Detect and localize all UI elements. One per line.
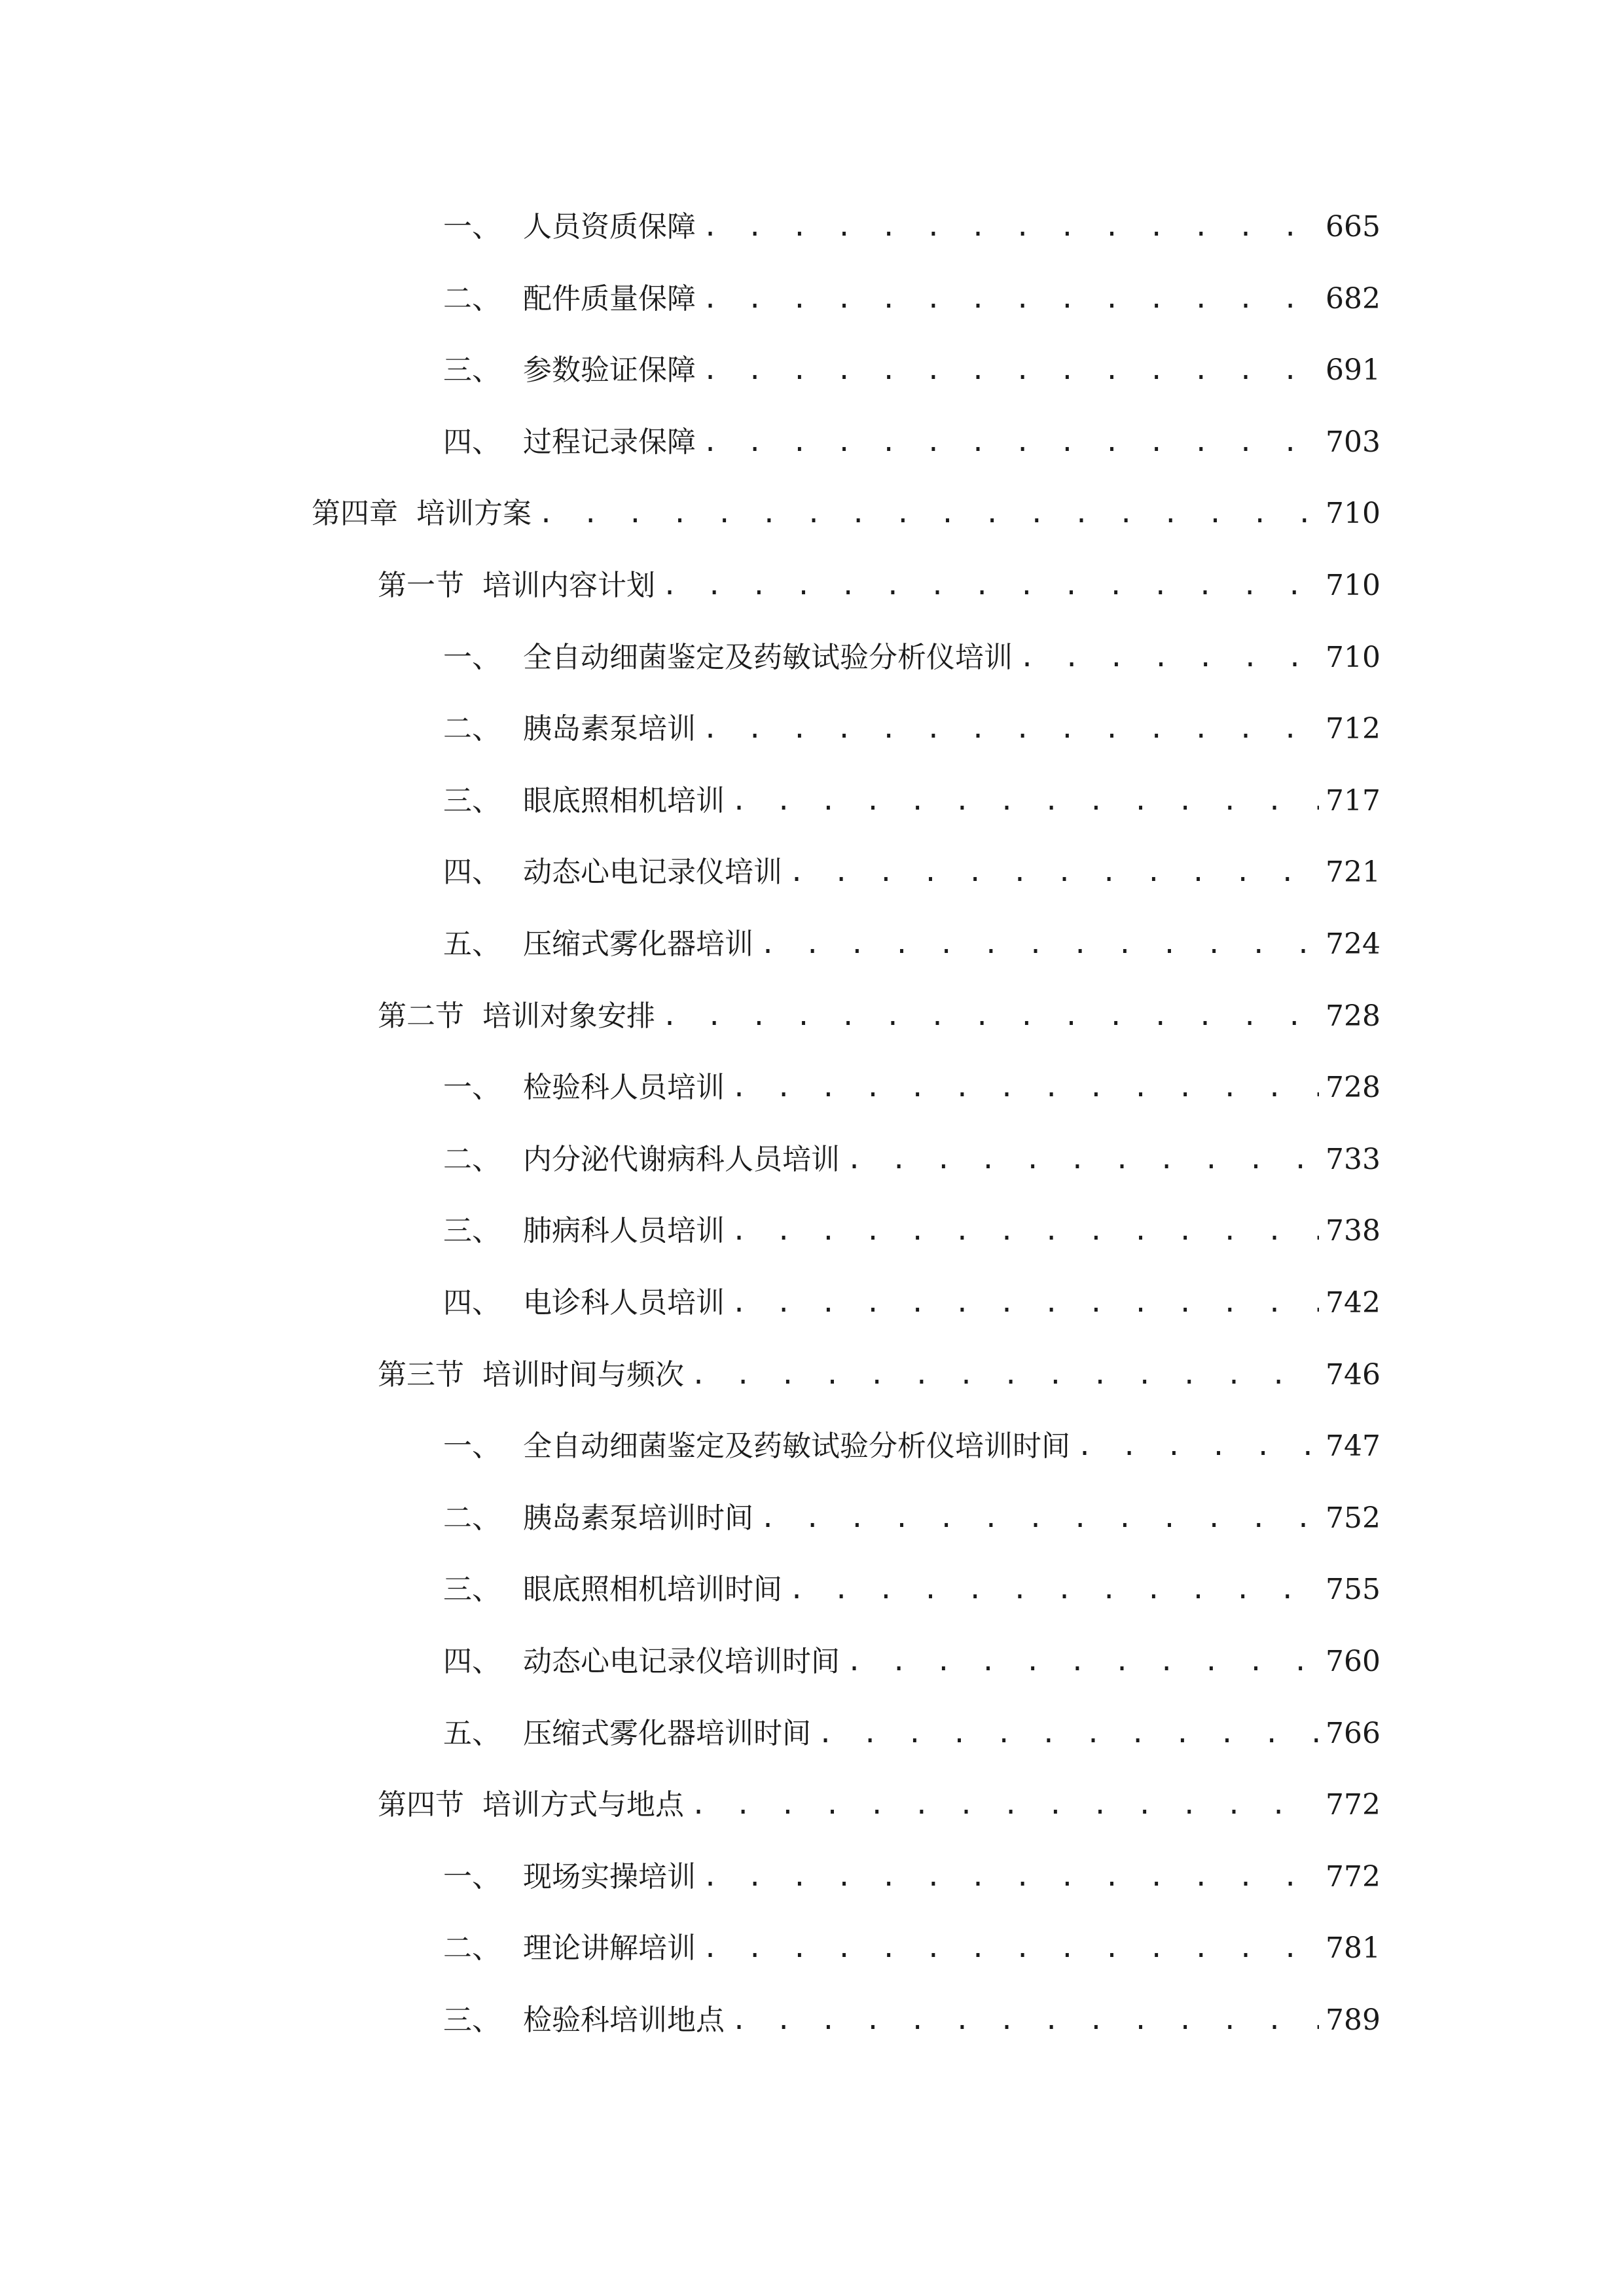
toc-entry-page-number: 682	[1326, 282, 1380, 315]
toc-entry[interactable]	[443, 778, 1380, 824]
toc-entry-page-number: 721	[1326, 855, 1380, 889]
toc-entry[interactable]	[378, 994, 1380, 1039]
toc-dot-leader	[1077, 1424, 1319, 1469]
toc-entry-number: 二、	[443, 1501, 501, 1535]
toc-entry-number: 二、	[443, 282, 501, 315]
toc-entry[interactable]	[443, 1424, 1380, 1469]
toc-entry-number: 一、	[443, 641, 501, 674]
toc-dot-leader	[760, 922, 1319, 967]
toc-entry-page-number: 781	[1326, 1931, 1380, 1965]
toc-entry-title: 全自动细菌鉴定及药敏试验分析仪培训时间	[523, 1429, 1070, 1463]
toc-dot-leader	[691, 1352, 1319, 1398]
toc-entry-number: 一、	[443, 1860, 501, 1893]
toc-dot-leader	[731, 778, 1319, 824]
toc-entry[interactable]	[443, 1639, 1380, 1685]
toc-entry-number: 三、	[443, 1573, 501, 1606]
toc-dot-leader	[760, 1496, 1319, 1541]
toc-dot-leader	[662, 563, 1319, 609]
toc-entry[interactable]	[443, 1854, 1380, 1900]
toc-entry-page-number: 724	[1326, 927, 1380, 961]
toc-entry-page-number: 789	[1326, 2003, 1380, 2037]
toc-dot-leader	[731, 1998, 1319, 2043]
toc-entry-title: 胰岛素泵培训时间	[523, 1501, 753, 1535]
toc-entry[interactable]	[443, 1280, 1380, 1326]
toc-entry[interactable]	[312, 491, 1380, 537]
toc-entry-page-number: 752	[1326, 1501, 1380, 1535]
toc-entry[interactable]	[443, 635, 1380, 681]
toc-dot-leader	[846, 1639, 1319, 1685]
toc-entry-title: 内分泌代谢病科人员培训	[523, 1143, 840, 1176]
toc-entry-title: 配件质量保障	[523, 282, 696, 315]
toc-dot-leader	[702, 1854, 1319, 1900]
toc-entry-page-number: 710	[1326, 497, 1380, 530]
toc-entry-number: 一、	[443, 210, 501, 243]
toc-entry-number: 四、	[443, 425, 501, 459]
toc-entry-number: 三、	[443, 1214, 501, 1247]
toc-dot-leader	[731, 1208, 1319, 1254]
toc-entry-title: 培训对象安排	[482, 999, 655, 1033]
toc-entry-number: 第四章	[312, 497, 398, 530]
toc-entry-page-number: 755	[1326, 1573, 1380, 1606]
toc-entry-page-number: 728	[1326, 999, 1380, 1033]
toc-dot-leader	[846, 1137, 1319, 1183]
toc-entry-page-number: 733	[1326, 1143, 1380, 1176]
toc-entry-title: 参数验证保障	[523, 353, 696, 387]
toc-entry-number: 一、	[443, 1429, 501, 1463]
toc-entry-page-number: 772	[1326, 1788, 1380, 1821]
toc-entry-title: 全自动细菌鉴定及药敏试验分析仪培训	[523, 641, 1013, 674]
toc-entry-title: 压缩式雾化器培训	[523, 927, 753, 961]
toc-entry-title: 培训时间与频次	[482, 1358, 684, 1391]
toc-dot-leader	[702, 348, 1319, 393]
toc-entry-title: 人员资质保障	[523, 210, 696, 243]
toc-entry-page-number: 710	[1326, 641, 1380, 674]
toc-entry[interactable]	[378, 563, 1380, 609]
toc-dot-leader	[818, 1711, 1319, 1757]
toc-entry-page-number: 746	[1326, 1358, 1380, 1391]
toc-entry-page-number: 665	[1326, 210, 1380, 243]
toc-entry[interactable]	[443, 1065, 1380, 1111]
toc-entry-page-number: 691	[1326, 353, 1380, 387]
toc-entry-title: 压缩式雾化器培训时间	[523, 1717, 811, 1750]
toc-entry-number: 五、	[443, 927, 501, 961]
toc-entry-title: 眼底照相机培训时间	[523, 1573, 782, 1606]
toc-entry-title: 培训内容计划	[482, 569, 655, 602]
toc-entry-page-number: 747	[1326, 1429, 1380, 1463]
toc-entry-number: 二、	[443, 712, 501, 745]
toc-entry[interactable]	[443, 1208, 1380, 1254]
toc-entry-page-number: 766	[1326, 1717, 1380, 1750]
toc-entry-page-number: 710	[1326, 569, 1380, 602]
toc-entry-title: 动态心电记录仪培训时间	[523, 1645, 840, 1678]
toc-entry-number: 第三节	[378, 1358, 464, 1391]
toc-entry-page-number: 742	[1326, 1286, 1380, 1319]
toc-entry-title: 过程记录保障	[523, 425, 696, 459]
toc-entry-title: 眼底照相机培训	[523, 784, 725, 817]
toc-entry[interactable]	[443, 1496, 1380, 1541]
toc-entry[interactable]	[443, 276, 1380, 322]
toc-entry-title: 动态心电记录仪培训	[523, 855, 782, 889]
toc-entry-number: 五、	[443, 1717, 501, 1750]
toc-entry-page-number: 728	[1326, 1071, 1380, 1104]
toc-entry[interactable]	[443, 1998, 1380, 2043]
toc-entry-number: 第一节	[378, 569, 464, 602]
toc-dot-leader	[702, 204, 1319, 250]
toc-entry-page-number: 760	[1326, 1645, 1380, 1678]
toc-dot-leader	[702, 706, 1319, 752]
toc-entry[interactable]	[443, 1567, 1380, 1613]
toc-entry-title: 培训方式与地点	[482, 1788, 684, 1821]
toc-entry-number: 四、	[443, 855, 501, 889]
toc-entry[interactable]	[443, 706, 1380, 752]
toc-entry[interactable]	[443, 1711, 1380, 1757]
toc-dot-leader	[789, 850, 1319, 895]
toc-entry-title: 肺病科人员培训	[523, 1214, 725, 1247]
toc-entry[interactable]	[378, 1782, 1380, 1828]
toc-entry[interactable]	[443, 420, 1380, 465]
toc-entry-title: 现场实操培训	[523, 1860, 696, 1893]
toc-entry[interactable]	[443, 922, 1380, 967]
toc-entry[interactable]	[443, 1137, 1380, 1183]
toc-dot-leader	[691, 1782, 1319, 1828]
toc-entry-page-number: 712	[1326, 712, 1380, 745]
toc-entry-number: 第二节	[378, 999, 464, 1033]
toc-entry-number: 四、	[443, 1645, 501, 1678]
toc-dot-leader	[662, 994, 1319, 1039]
toc-entry-number: 二、	[443, 1143, 501, 1176]
toc-dot-leader	[538, 491, 1319, 537]
toc-entry[interactable]	[443, 348, 1380, 393]
toc-entry-page-number: 703	[1326, 425, 1380, 459]
toc-entry-title: 胰岛素泵培训	[523, 712, 696, 745]
toc-dot-leader	[731, 1280, 1319, 1326]
toc-entry-number: 第四节	[378, 1788, 464, 1821]
toc-entry-number: 三、	[443, 2003, 501, 2037]
toc-entry[interactable]	[443, 204, 1380, 250]
toc-entry-page-number: 717	[1326, 784, 1380, 817]
toc-entry[interactable]	[443, 1926, 1380, 1971]
toc-entry-number: 一、	[443, 1071, 501, 1104]
toc-entry-title: 检验科人员培训	[523, 1071, 725, 1104]
toc-dot-leader	[702, 420, 1319, 465]
toc-entry-page-number: 772	[1326, 1860, 1380, 1893]
toc-entry-number: 三、	[443, 353, 501, 387]
toc-dot-leader	[731, 1065, 1319, 1111]
toc-entry-title: 电诊科人员培训	[523, 1286, 725, 1319]
toc-dot-leader	[789, 1567, 1319, 1613]
toc-entry-number: 三、	[443, 784, 501, 817]
toc-entry-number: 二、	[443, 1931, 501, 1965]
toc-entry[interactable]	[443, 850, 1380, 895]
toc-entry-page-number: 738	[1326, 1214, 1380, 1247]
toc-entry-title: 理论讲解培训	[523, 1931, 696, 1965]
toc-dot-leader	[1019, 635, 1319, 681]
toc-entry-title: 培训方案	[416, 497, 532, 530]
toc-dot-leader	[702, 1926, 1319, 1971]
toc-dot-leader	[702, 276, 1319, 322]
toc-entry[interactable]	[378, 1352, 1380, 1398]
toc-entry-number: 四、	[443, 1286, 501, 1319]
toc-entry-title: 检验科培训地点	[523, 2003, 725, 2037]
